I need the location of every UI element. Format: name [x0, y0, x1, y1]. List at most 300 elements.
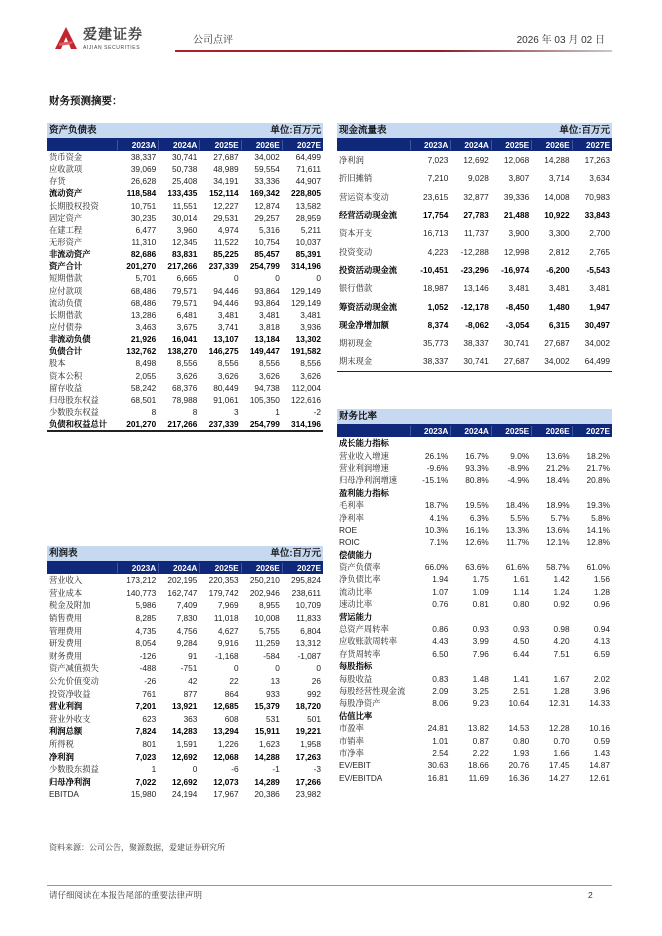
- row-value: 173,212: [126, 575, 157, 586]
- row-value: 4.20: [553, 636, 570, 647]
- row-value: -23,296: [460, 264, 489, 275]
- row-value: 112,004: [291, 382, 322, 393]
- table-row: [47, 587, 323, 600]
- row-value: 5,211: [300, 224, 322, 235]
- row-value: 16,713: [423, 228, 449, 239]
- table-row: [337, 316, 612, 334]
- row-value: 14.27: [548, 772, 570, 783]
- row-label: 少数股东损益: [49, 764, 99, 775]
- row-value: 1,480: [548, 301, 570, 312]
- row-value: 16.81: [427, 772, 449, 783]
- row-value: 0: [233, 273, 239, 284]
- table-row: [47, 788, 323, 801]
- row-label: 短期借款: [49, 273, 83, 284]
- balance-sheet-table: [47, 123, 323, 432]
- table-row: [337, 536, 612, 548]
- row-value: 6,481: [176, 309, 198, 320]
- row-value: 10,754: [254, 237, 280, 248]
- row-value: 7,023: [427, 155, 449, 166]
- table-row: [337, 623, 612, 635]
- table-row: [337, 169, 612, 187]
- table-row: [47, 763, 323, 776]
- row-value: 16.1%: [465, 524, 489, 535]
- row-value: -15.1%: [422, 475, 449, 486]
- row-value: 78,988: [172, 394, 198, 405]
- row-value: 44,907: [295, 176, 322, 187]
- table-row: [337, 352, 612, 370]
- row-value: 33,336: [254, 176, 280, 187]
- row-value: 1.41: [513, 673, 530, 684]
- row-label: 所得税: [49, 739, 74, 750]
- row-value: 23,615: [423, 191, 449, 202]
- row-value: 864: [224, 688, 239, 699]
- row-label: 投资净收益: [49, 688, 91, 699]
- row-value: 992: [307, 688, 322, 699]
- row-label: 投资活动现金流: [339, 264, 398, 275]
- table-row: [47, 285, 323, 297]
- row-value: 118,584: [126, 188, 157, 199]
- row-value: 132,762: [126, 346, 157, 357]
- table-row: [47, 309, 323, 321]
- table-row: [337, 524, 612, 536]
- row-value: 7,201: [135, 701, 157, 712]
- table-row: [337, 672, 612, 684]
- row-value: 608: [224, 713, 239, 724]
- table-row: [337, 759, 612, 771]
- row-value: 80.8%: [465, 475, 489, 486]
- row-value: 152,114: [209, 188, 239, 199]
- table-row: [47, 187, 323, 199]
- row-value: 2.22: [472, 747, 489, 758]
- row-value: 25,408: [172, 176, 198, 187]
- row-value: 30,497: [584, 319, 611, 330]
- row-value: 1.94: [432, 574, 449, 585]
- row-value: 68,501: [130, 394, 157, 405]
- row-value: 93,864: [254, 297, 280, 308]
- row-value: 1.67: [553, 673, 570, 684]
- table-row: [337, 648, 612, 660]
- row-value: 877: [183, 688, 198, 699]
- row-value: 27,687: [213, 152, 239, 163]
- table-row: [337, 151, 612, 169]
- row-value: 1,591: [176, 739, 198, 750]
- row-label: 净利率: [339, 512, 364, 523]
- table-row: [337, 561, 612, 573]
- row-value: 122,616: [291, 394, 322, 405]
- table-row: [47, 212, 323, 224]
- row-label: 销售费用: [49, 613, 83, 624]
- row-label: 资产负债率: [339, 562, 381, 573]
- logo-a-icon: [55, 27, 77, 49]
- row-value: 12,227: [213, 200, 239, 211]
- table-unit: 单位:百万元: [559, 124, 610, 136]
- row-value: 8,054: [135, 638, 157, 649]
- row-value: 16.36: [508, 772, 530, 783]
- table-row: [47, 394, 323, 406]
- row-value: 11,310: [131, 237, 157, 248]
- row-value: 13,302: [295, 334, 322, 345]
- row-value: 6.44: [513, 648, 530, 659]
- row-label: 速动比率: [339, 599, 373, 610]
- table-row: [47, 750, 323, 763]
- row-value: 2.09: [432, 686, 449, 696]
- row-label: 资产减值损失: [49, 663, 99, 674]
- row-value: -1,087: [297, 650, 322, 661]
- row-label: 非流动负债: [49, 334, 91, 345]
- row-value: 0.80: [513, 599, 530, 610]
- row-value: 0: [275, 663, 280, 674]
- row-value: 35,773: [423, 338, 449, 349]
- row-label: 净负债比率: [339, 574, 381, 585]
- row-value: 18.7%: [424, 500, 449, 511]
- row-label: 营业成本: [49, 587, 83, 598]
- row-value: 34,002: [584, 338, 611, 349]
- table-row: [47, 175, 323, 187]
- row-value: 933: [265, 688, 280, 699]
- table-row: [47, 272, 323, 284]
- row-value: 38,337: [463, 338, 489, 349]
- row-value: 140,773: [126, 587, 157, 598]
- year-header: 2027E: [282, 140, 323, 150]
- row-value: 0.94: [593, 624, 611, 635]
- row-value: 13: [270, 676, 280, 687]
- company-logo: [55, 26, 165, 54]
- row-value: 8,285: [135, 613, 157, 624]
- row-value: 14.1%: [586, 524, 611, 535]
- row-value: 8,556: [300, 358, 322, 369]
- row-value: 1.43: [593, 747, 611, 758]
- year-header: 2027E: [282, 563, 323, 573]
- row-label: 估值比率: [339, 710, 373, 721]
- table-row: [47, 650, 323, 663]
- row-label: 无形资产: [49, 237, 83, 248]
- row-value: 42: [188, 676, 198, 687]
- row-value: 79,571: [172, 285, 198, 296]
- year-header: 2024A: [158, 563, 199, 573]
- row-label: 每股收益: [339, 673, 373, 684]
- section-header-row: [337, 437, 612, 449]
- row-value: 58,242: [130, 382, 157, 393]
- row-value: 10,922: [544, 210, 570, 221]
- row-value: 94,446: [213, 285, 239, 296]
- row-value: 26,628: [130, 176, 157, 187]
- row-label: 折旧摊销: [339, 173, 373, 184]
- row-label: 市盈率: [339, 723, 364, 734]
- row-value: 12,874: [254, 200, 280, 211]
- row-value: 68,486: [130, 297, 157, 308]
- row-value: 7,409: [176, 600, 198, 611]
- row-value: -3: [313, 764, 322, 775]
- row-value: 16.7%: [465, 450, 489, 461]
- row-label: 长期借款: [49, 309, 83, 320]
- row-value: -4.9%: [507, 475, 530, 486]
- row-value: 13.3%: [505, 524, 530, 535]
- row-value: 61.6%: [505, 562, 530, 573]
- row-value: 20.8%: [586, 475, 611, 486]
- table-row: [47, 599, 323, 612]
- row-value: -6,200: [546, 264, 570, 275]
- row-value: 8,498: [135, 358, 157, 369]
- row-label: ROIC: [339, 537, 360, 548]
- row-value: 3: [233, 407, 239, 418]
- row-value: 1.28: [593, 586, 611, 597]
- row-value: 1,947: [589, 301, 611, 312]
- row-value: -1: [272, 764, 280, 775]
- row-value: 12,685: [213, 701, 239, 712]
- row-value: 169,342: [249, 188, 280, 199]
- table-unit: 单位:百万元: [270, 124, 321, 136]
- footer-disclaimer: 请仔细阅读在本报告尾部的重要法律声明: [49, 890, 203, 900]
- row-value: 6,665: [176, 273, 198, 284]
- row-value: 1.14: [513, 586, 530, 597]
- row-value: 3,900: [508, 228, 530, 239]
- row-value: 0: [192, 764, 198, 775]
- table-row: [337, 586, 612, 598]
- row-value: 58.7%: [546, 562, 570, 573]
- row-value: 761: [142, 688, 157, 699]
- row-label: 研发费用: [49, 638, 83, 649]
- row-value: 30,235: [130, 212, 157, 223]
- table-row: [337, 449, 612, 461]
- row-label: 每股经营性现金流: [339, 686, 406, 696]
- row-value: -1,168: [215, 650, 239, 661]
- row-label: 公允价值变动: [49, 676, 99, 687]
- row-label: 现金净增加额: [339, 319, 389, 330]
- row-value: 6,477: [135, 224, 157, 235]
- table-row: [47, 248, 323, 260]
- year-header: 2026E: [241, 140, 282, 150]
- row-value: 17,263: [584, 155, 611, 166]
- row-value: 1,052: [427, 301, 449, 312]
- row-value: 32,877: [463, 191, 489, 202]
- row-value: 9,284: [176, 638, 198, 649]
- row-value: 68,376: [172, 382, 198, 393]
- row-value: 3,300: [548, 228, 570, 239]
- row-label: 应收账款周转率: [339, 636, 398, 647]
- row-value: -10,451: [420, 264, 449, 275]
- row-label: 筹资活动现金流: [339, 301, 398, 312]
- row-value: -26: [144, 676, 157, 687]
- year-header: 2023A: [410, 140, 450, 150]
- row-label: 归母净利润增速: [339, 475, 398, 486]
- row-value: 3,626: [176, 370, 198, 381]
- row-value: 0.83: [432, 673, 449, 684]
- table-row: [47, 687, 323, 700]
- row-value: 0.92: [553, 599, 570, 610]
- table-row: [47, 725, 323, 738]
- row-value: 26.1%: [424, 450, 449, 461]
- row-value: 17,754: [423, 210, 449, 221]
- year-header: 2024A: [450, 140, 490, 150]
- row-value: 5.5%: [510, 512, 530, 523]
- row-value: 79,571: [172, 297, 198, 308]
- row-value: -12,288: [460, 246, 489, 257]
- row-value: 12.31: [548, 698, 570, 709]
- row-value: 18.4%: [546, 475, 570, 486]
- row-value: 8: [192, 407, 198, 418]
- row-value: 5,316: [259, 224, 280, 235]
- row-value: 13,921: [172, 701, 198, 712]
- row-value: 17,967: [213, 789, 239, 800]
- table-row: [47, 713, 323, 726]
- row-value: 0.86: [432, 624, 449, 635]
- row-value: 24,194: [172, 789, 198, 800]
- table-row: [47, 574, 323, 587]
- table-row: [47, 675, 323, 688]
- row-value: 34,191: [213, 176, 239, 187]
- table-row: [337, 297, 612, 315]
- row-label: 资本开支: [339, 228, 373, 239]
- row-value: 20,386: [254, 789, 280, 800]
- row-value: -2: [313, 407, 322, 418]
- row-value: 5.8%: [591, 512, 611, 523]
- table-row: [47, 224, 323, 236]
- row-value: 7,210: [427, 173, 449, 184]
- table-row: [337, 242, 612, 260]
- year-header: 2027E: [572, 426, 612, 436]
- table-row: [337, 499, 612, 511]
- table-row: [47, 357, 323, 369]
- row-label: 应付款项: [49, 285, 83, 296]
- row-value: 1.09: [472, 586, 489, 597]
- row-value: 39,069: [130, 164, 157, 175]
- row-label: 存货周转率: [339, 648, 381, 659]
- section-header-row: [337, 710, 612, 722]
- row-value: 3.96: [593, 686, 611, 696]
- row-value: 1.24: [553, 586, 570, 597]
- year-header: 2027E: [572, 140, 612, 150]
- row-value: 2,055: [135, 370, 157, 381]
- row-value: 4.13: [593, 636, 611, 647]
- document-type: 公司点评: [193, 35, 233, 46]
- table-row: [47, 236, 323, 248]
- row-label: 每股净资产: [339, 698, 381, 709]
- row-value: 10,751: [130, 200, 157, 211]
- row-value: 129,149: [291, 285, 322, 296]
- row-label: 营业收入: [49, 575, 83, 586]
- row-value: 295,824: [291, 575, 322, 586]
- report-date: 2026 年 03 月 02 日: [516, 35, 605, 46]
- row-value: 20.76: [508, 760, 530, 771]
- row-value: 23,982: [295, 789, 322, 800]
- row-value: 1.42: [553, 574, 570, 585]
- row-value: 66.0%: [424, 562, 449, 573]
- row-value: 14.53: [508, 723, 530, 734]
- row-value: 10.64: [508, 698, 530, 709]
- table-bottom-rule: [47, 430, 323, 432]
- table-row: [47, 297, 323, 309]
- row-value: 12,692: [172, 751, 198, 762]
- row-value: 237,339: [208, 419, 239, 430]
- row-value: 1.56: [593, 574, 611, 585]
- year-header: 2023A: [117, 563, 158, 573]
- table-row: [47, 382, 323, 394]
- table-row: [337, 279, 612, 297]
- row-value: 314,196: [291, 261, 322, 272]
- table-row: [47, 624, 323, 637]
- row-label: 少数股东权益: [49, 407, 99, 418]
- row-value: 9.23: [472, 698, 489, 709]
- row-value: 3,960: [176, 224, 198, 235]
- row-value: 21.2%: [546, 462, 570, 473]
- table-row: [47, 776, 323, 789]
- row-label: 非流动资产: [49, 249, 91, 260]
- year-header: 2024A: [450, 426, 490, 436]
- row-value: 105,350: [249, 394, 280, 405]
- row-value: 48,989: [213, 164, 239, 175]
- row-value: 138,270: [167, 346, 198, 357]
- row-value: -12,178: [460, 301, 489, 312]
- row-value: 13,582: [295, 200, 322, 211]
- row-value: 254,799: [249, 419, 280, 430]
- row-value: 64,499: [584, 356, 611, 367]
- income-statement-table: [47, 546, 323, 801]
- row-value: 254,799: [249, 261, 280, 272]
- row-value: 28,959: [295, 212, 322, 223]
- row-value: 71,611: [296, 164, 322, 175]
- row-value: 12.1%: [546, 537, 570, 548]
- row-value: 9,028: [468, 173, 489, 184]
- row-label: 归母股东权益: [49, 394, 99, 405]
- row-value: 19.5%: [465, 500, 489, 511]
- row-label: 偿债能力: [339, 549, 373, 560]
- row-value: 17.45: [548, 760, 570, 771]
- table-title-bar: [47, 546, 323, 561]
- row-value: 38,337: [130, 152, 157, 163]
- row-value: 7.1%: [429, 537, 449, 548]
- row-value: 14,008: [544, 191, 570, 202]
- row-value: 179,742: [208, 587, 239, 598]
- row-value: 21.7%: [586, 462, 611, 473]
- logo-text-en: AIJIAN SECURITIES: [83, 45, 141, 51]
- row-label: 总资产周转率: [339, 624, 389, 635]
- row-value: 1.66: [553, 747, 570, 758]
- row-value: -8,450: [505, 301, 530, 312]
- row-label: 银行借款: [339, 283, 373, 294]
- row-value: 3,626: [259, 370, 280, 381]
- row-value: 3,463: [135, 322, 157, 333]
- row-value: 0.81: [472, 599, 489, 610]
- section-header-row: [337, 549, 612, 561]
- row-value: 13,107: [213, 334, 239, 345]
- table-row: [337, 598, 612, 610]
- row-value: 129,149: [291, 297, 322, 308]
- row-value: 12,998: [503, 246, 530, 257]
- table-header-row: [337, 424, 612, 437]
- row-value: 6,804: [300, 625, 322, 636]
- row-value: 2,765: [589, 246, 611, 257]
- row-label: 营运资本变动: [339, 191, 389, 202]
- row-label: 每股指标: [339, 661, 373, 672]
- row-value: 3.99: [472, 636, 489, 647]
- row-value: 15,911: [254, 726, 280, 737]
- row-label: 税金及附加: [49, 600, 91, 611]
- row-value: 2,700: [589, 228, 611, 239]
- table-row: [47, 163, 323, 175]
- row-value: 531: [265, 713, 280, 724]
- row-value: 0: [316, 273, 322, 284]
- table-row: [47, 345, 323, 357]
- row-value: 4,735: [135, 625, 157, 636]
- row-value: 7,969: [217, 600, 239, 611]
- row-value: 10.3%: [424, 524, 449, 535]
- year-header: 2023A: [410, 426, 450, 436]
- row-value: 237,339: [208, 261, 239, 272]
- row-value: 11,833: [296, 613, 322, 624]
- row-value: 7,022: [135, 776, 157, 787]
- row-value: 59,554: [254, 164, 280, 175]
- row-label: 净利润: [49, 751, 74, 762]
